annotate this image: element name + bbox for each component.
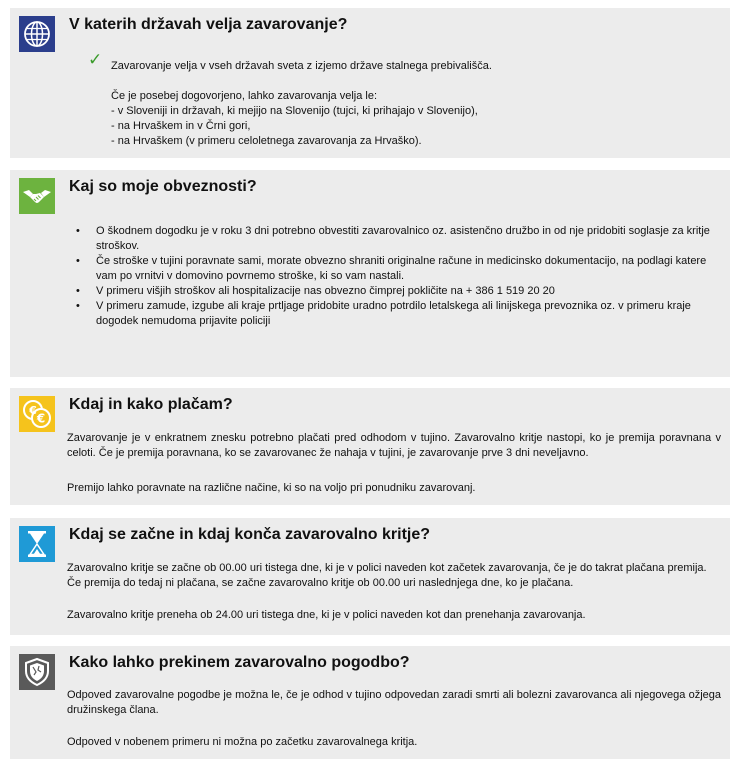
euro-coins-icon xyxy=(19,396,55,432)
hourglass-icon xyxy=(19,526,55,562)
coverage-period-paragraph: Zavarovalno kritje preneha ob 24.00 uri tistega dne, ki je v polici naveden kot dan prenehanja zavarovanja. xyxy=(67,609,586,621)
list-item: • V primeru višjih stroškov ali hospitalizacije nas obvezno čimprej pokličite na + 386 1 519 20 20 xyxy=(72,284,722,299)
shield-icon xyxy=(19,654,55,690)
coverage-statement: Zavarovanje velja v vseh državah sveta z izjemo države stalnega prebivališča. xyxy=(111,60,492,72)
section-cancellation xyxy=(10,646,730,759)
svg-text:€: € xyxy=(29,404,37,417)
coverage-option: - v Sloveniji in državah, ki mejijo na Slovenijo (tujci, ki prihajajo v Slovenijo), xyxy=(111,105,478,117)
section-title: Kaj so moje obveznosti? xyxy=(69,178,257,195)
globe-icon xyxy=(19,16,55,52)
section-title: Kako lahko prekinem zavarovalno pogodbo? xyxy=(69,654,410,671)
section-title: Kdaj in kako plačam? xyxy=(69,396,233,413)
section-payment xyxy=(10,388,730,505)
coverage-option: - na Hrvaškem in v Črni gori, xyxy=(111,120,251,132)
section-obligations xyxy=(10,170,730,377)
handshake-icon xyxy=(19,178,55,214)
coverage-option: - na Hrvaškem (v primeru celoletnega zavarovanja za Hrvaško). xyxy=(111,135,422,147)
svg-text:€: € xyxy=(36,411,46,426)
list-item: • O škodnem dogodku je v roku 3 dni potrebno obvestiti zavarovalnico oz. asistenčno družbo in od nje pridobiti soglasje za kritje stroškov. xyxy=(72,224,722,254)
coverage-intro: Če je posebej dogovorjeno, lahko zavarovanja velja le: xyxy=(111,90,378,102)
cancellation-paragraph: Odpoved zavarovalne pogodbe je možna le, če je odhod v tujino odpovedan zaradi smrti ali bolezni zavarovanca ali njegovega ožjega družinskega člana. xyxy=(67,689,721,716)
cancellation-paragraph: Odpoved v nobenem primeru ni možna po začetku zavarovalnega kritja. xyxy=(67,736,418,748)
check-icon: ✓ xyxy=(88,50,103,69)
list-item: • Če stroške v tujini poravnate sami, morate obvezno shraniti originalne račune in medicinsko dokumentacijo, na podlagi katere vam po vrnitvi v domovino povrnemo stroške, ki so vam nastali. xyxy=(72,254,722,284)
payment-paragraph: Premijo lahko poravnate na različne načine, ki so na voljo pri ponudniku zavarovanj. xyxy=(67,482,476,494)
coverage-period-paragraph: Zavarovalno kritje se začne ob 00.00 uri tistega dne, ki je v polici naveden kot začetek zavarovanja, če je do takrat plačana premija. Če premija do tedaj ni plačana, se začne zavarovalno kritje ob 00.00 uri naslednjega dne, ko je plačana. xyxy=(67,562,707,589)
obligations-list xyxy=(72,224,722,329)
list-item: • V primeru zamude, izgube ali kraje prtljage pridobite uradno potrdilo letalskega ali linijskega prevoznika oz. v primeru kraje dogodek nemudoma prijavite policiji xyxy=(72,299,722,329)
section-title: V katerih državah velja zavarovanje? xyxy=(69,16,348,33)
payment-paragraph: Zavarovanje je v enkratnem znesku potrebno plačati pred odhodom v tujino. Zavarovalno kritje nastopi, ko je premija poravnana v celoti. Če je premija poravnana, ko se zavarovanec že nahaja v tujini, je zavarovanje prve 3 dni neveljavno. xyxy=(67,432,721,459)
section-coverage-period xyxy=(10,518,730,635)
section-title: Kdaj se začne in kdaj konča zavarovalno kritje? xyxy=(69,526,431,543)
section-countries xyxy=(10,8,730,158)
